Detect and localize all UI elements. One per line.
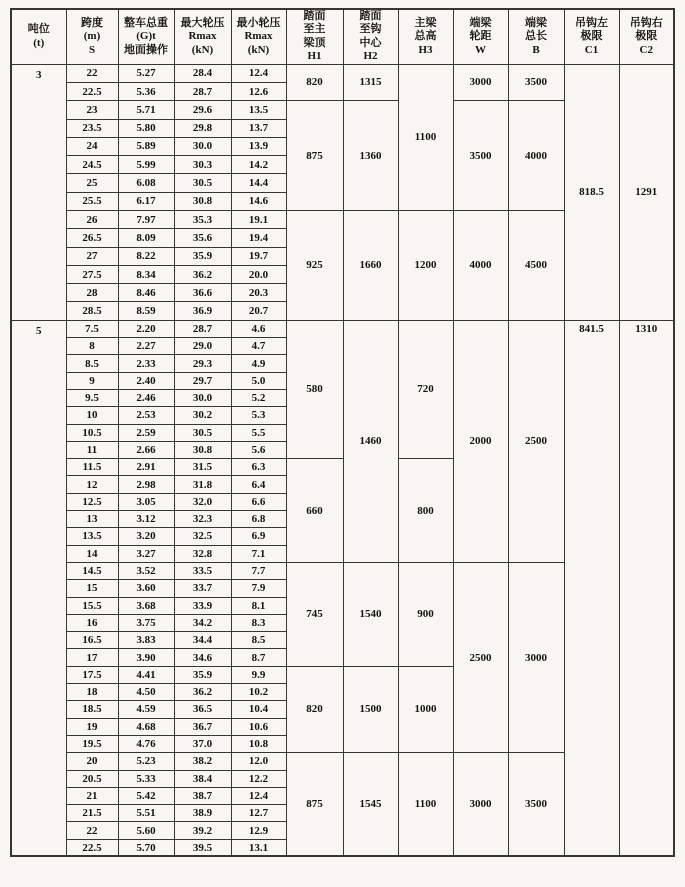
cell-weight: 2.27 [118, 338, 174, 355]
cell-w: 2000 [453, 320, 508, 562]
cell-span: 27 [66, 247, 118, 265]
cell-weight: 2.66 [118, 441, 174, 458]
header-line: (kN) [191, 43, 214, 56]
cell-weight: 6.08 [118, 174, 174, 192]
header-h3 [398, 9, 453, 64]
cell-rmax: 38.2 [174, 753, 231, 770]
spec-table [10, 8, 675, 857]
cell-rmax: 30.5 [174, 424, 231, 441]
cell-rmin: 20.7 [231, 302, 286, 320]
cell-rmax: 34.6 [174, 649, 231, 666]
cell-rmin: 12.0 [231, 753, 286, 770]
cell-b: 3500 [508, 64, 564, 101]
cell-weight: 3.27 [118, 545, 174, 562]
header-line: 总高 [414, 30, 437, 43]
cell-weight: 3.83 [118, 632, 174, 649]
header-line: H3 [418, 43, 433, 56]
header-c1 [564, 9, 619, 64]
cell-b: 3500 [508, 753, 564, 857]
header-row [11, 9, 674, 64]
spec-table-body [11, 64, 674, 856]
header-line: 极限 [635, 30, 658, 43]
cell-span: 19 [66, 718, 118, 735]
cell-weight: 8.59 [118, 302, 174, 320]
cell-b: 3000 [508, 562, 564, 752]
header-line: 踏面 [359, 10, 382, 22]
cell-h2: 1500 [343, 666, 398, 752]
cell-c2: 1310 [619, 320, 674, 856]
cell-b: 4000 [508, 101, 564, 211]
cell-rmax: 36.5 [174, 701, 231, 718]
cell-span: 24.5 [66, 156, 118, 174]
cell-weight: 5.60 [118, 822, 174, 839]
header-line: 端梁 [525, 16, 547, 29]
cell-weight: 5.80 [118, 119, 174, 137]
header-line: 吊钩左 [575, 16, 608, 29]
cell-rmin: 19.4 [231, 229, 286, 247]
cell-rmin: 8.1 [231, 597, 286, 614]
cell-span: 22 [66, 822, 118, 839]
cell-rmin: 10.4 [231, 701, 286, 718]
cell-weight: 4.68 [118, 718, 174, 735]
cell-span: 26.5 [66, 229, 118, 247]
cell-rmin: 20.0 [231, 265, 286, 283]
spec-table-head [11, 9, 674, 64]
cell-span: 20.5 [66, 770, 118, 787]
header-line: 总长 [525, 30, 547, 43]
header-line: 端梁 [469, 16, 492, 29]
cell-rmax: 29.6 [174, 101, 231, 119]
header-h2 [343, 9, 398, 64]
cell-weight: 5.71 [118, 101, 174, 119]
cell-weight: 2.53 [118, 407, 174, 424]
cell-c1: 818.5 [564, 64, 619, 320]
cell-rmax: 37.0 [174, 735, 231, 752]
cell-span: 15 [66, 580, 118, 597]
cell-h3: 1100 [398, 753, 453, 857]
header-line: (G)t [136, 30, 156, 43]
cell-rmax: 35.6 [174, 229, 231, 247]
cell-weight: 4.59 [118, 701, 174, 718]
cell-rmax: 29.8 [174, 119, 231, 137]
cell-rmax: 32.3 [174, 511, 231, 528]
cell-weight: 3.68 [118, 597, 174, 614]
cell-rmin: 8.3 [231, 614, 286, 631]
cell-weight: 8.22 [118, 247, 174, 265]
cell-rmin: 4.6 [231, 320, 286, 337]
header-line: B [532, 43, 540, 56]
header-line: W [475, 43, 486, 56]
cell-span: 9.5 [66, 389, 118, 406]
header-line: (t) [33, 36, 45, 49]
header-line: Rmax [188, 30, 217, 43]
cell-rmax: 30.8 [174, 441, 231, 458]
cell-rmin: 6.3 [231, 459, 286, 476]
cell-weight: 8.46 [118, 284, 174, 302]
cell-h3: 1000 [398, 666, 453, 752]
cell-c1: 841.5 [564, 320, 619, 856]
header-line: 跨度 [81, 16, 103, 29]
cell-w: 4000 [453, 211, 508, 321]
cell-rmax: 35.3 [174, 211, 231, 229]
cell-weight: 3.60 [118, 580, 174, 597]
cell-rmin: 14.6 [231, 192, 286, 210]
cell-rmax: 36.7 [174, 718, 231, 735]
cell-h1: 820 [286, 666, 343, 752]
header-line: (kN) [247, 43, 270, 56]
cell-rmin: 12.7 [231, 805, 286, 822]
cell-rmax: 35.9 [174, 666, 231, 683]
header-line: 中心 [359, 36, 382, 49]
header-total-weight [118, 9, 174, 64]
cell-rmax: 38.9 [174, 805, 231, 822]
cell-span: 13 [66, 511, 118, 528]
cell-rmax: 32.0 [174, 493, 231, 510]
header-line: 地面操作 [124, 43, 168, 56]
cell-span: 13.5 [66, 528, 118, 545]
cell-rmax: 39.5 [174, 839, 231, 856]
cell-weight: 2.59 [118, 424, 174, 441]
cell-rmin: 4.9 [231, 355, 286, 372]
cell-h2: 1545 [343, 753, 398, 857]
cell-span: 10 [66, 407, 118, 424]
cell-rmin: 12.4 [231, 787, 286, 804]
header-line: 踏面 [303, 10, 326, 22]
cell-rmax: 31.8 [174, 476, 231, 493]
cell-span: 25 [66, 174, 118, 192]
cell-weight: 5.27 [118, 64, 174, 82]
cell-span: 10.5 [66, 424, 118, 441]
cell-b: 4500 [508, 211, 564, 321]
cell-h3: 900 [398, 562, 453, 666]
cell-rmax: 29.0 [174, 338, 231, 355]
cell-rmin: 19.1 [231, 211, 286, 229]
cell-weight: 5.89 [118, 137, 174, 155]
cell-span: 23 [66, 101, 118, 119]
cell-rmin: 20.3 [231, 284, 286, 302]
cell-rmax: 36.9 [174, 302, 231, 320]
cell-span: 14 [66, 545, 118, 562]
cell-rmax: 38.4 [174, 770, 231, 787]
cell-rmax: 30.0 [174, 137, 231, 155]
cell-rmax: 31.5 [174, 459, 231, 476]
cell-rmin: 13.7 [231, 119, 286, 137]
cell-span: 16.5 [66, 632, 118, 649]
cell-rmin: 12.2 [231, 770, 286, 787]
cell-h2: 1360 [343, 101, 398, 211]
cell-weight: 6.17 [118, 192, 174, 210]
header-line: 吊钩右 [629, 16, 663, 29]
cell-weight: 2.33 [118, 355, 174, 372]
cell-rmax: 39.2 [174, 822, 231, 839]
cell-rmax: 34.2 [174, 614, 231, 631]
cell-h1: 660 [286, 459, 343, 563]
cell-rmin: 13.9 [231, 137, 286, 155]
cell-rmax: 30.3 [174, 156, 231, 174]
cell-rmin: 8.5 [231, 632, 286, 649]
cell-rmin: 5.0 [231, 372, 286, 389]
header-line: 梁顶 [303, 36, 326, 49]
header-max-wheel-load [174, 9, 231, 64]
cell-weight: 2.91 [118, 459, 174, 476]
cell-rmax: 36.2 [174, 265, 231, 283]
cell-span: 15.5 [66, 597, 118, 614]
cell-span: 16 [66, 614, 118, 631]
cell-span: 28.5 [66, 302, 118, 320]
cell-span: 18.5 [66, 701, 118, 718]
cell-rmax: 30.2 [174, 407, 231, 424]
header-line: 最大轮压 [180, 16, 225, 29]
cell-rmin: 6.9 [231, 528, 286, 545]
cell-rmin: 6.6 [231, 493, 286, 510]
cell-weight: 3.12 [118, 511, 174, 528]
cell-span: 19.5 [66, 735, 118, 752]
cell-h1: 875 [286, 753, 343, 857]
cell-weight: 5.51 [118, 805, 174, 822]
cell-rmax: 32.5 [174, 528, 231, 545]
cell-rmax: 33.9 [174, 597, 231, 614]
cell-rmin: 6.4 [231, 476, 286, 493]
cell-weight: 3.90 [118, 649, 174, 666]
cell-weight: 2.20 [118, 320, 174, 337]
cell-h1: 925 [286, 211, 343, 321]
cell-h2: 1315 [343, 64, 398, 101]
cell-rmin: 5.2 [231, 389, 286, 406]
cell-span: 25.5 [66, 192, 118, 210]
header-line: 主梁 [414, 16, 437, 29]
cell-h1: 580 [286, 320, 343, 458]
cell-rmin: 7.1 [231, 545, 286, 562]
header-line: 最小轮压 [236, 16, 281, 29]
cell-rmax: 38.7 [174, 787, 231, 804]
cell-span: 26 [66, 211, 118, 229]
header-line: C1 [584, 43, 599, 56]
cell-span: 11 [66, 441, 118, 458]
cell-span: 12 [66, 476, 118, 493]
cell-rmax: 36.2 [174, 684, 231, 701]
cell-weight: 4.50 [118, 684, 174, 701]
cell-h2: 1460 [343, 320, 398, 562]
cell-rmax: 34.4 [174, 632, 231, 649]
cell-weight: 5.70 [118, 839, 174, 856]
cell-rmax: 36.6 [174, 284, 231, 302]
header-h1 [286, 9, 343, 64]
cell-w: 3000 [453, 64, 508, 101]
cell-rmin: 7.9 [231, 580, 286, 597]
cell-weight: 3.52 [118, 562, 174, 579]
cell-rmax: 30.8 [174, 192, 231, 210]
header-c2 [619, 9, 674, 64]
header-line: H2 [363, 50, 378, 63]
cell-rmax: 29.7 [174, 372, 231, 389]
cell-w: 2500 [453, 562, 508, 752]
cell-rmin: 8.7 [231, 649, 286, 666]
cell-weight: 2.46 [118, 389, 174, 406]
cell-span: 18 [66, 684, 118, 701]
cell-weight: 2.40 [118, 372, 174, 389]
cell-span: 11.5 [66, 459, 118, 476]
cell-weight: 4.41 [118, 666, 174, 683]
cell-weight: 5.42 [118, 787, 174, 804]
cell-rmin: 10.6 [231, 718, 286, 735]
header-w [453, 9, 508, 64]
cell-rmax: 28.4 [174, 64, 231, 82]
cell-rmax: 32.8 [174, 545, 231, 562]
cell-span: 17 [66, 649, 118, 666]
cell-w: 3000 [453, 753, 508, 857]
tonnage-cell: 3 [11, 64, 66, 320]
header-min-wheel-load [231, 9, 286, 64]
header-line: 极限 [580, 30, 603, 43]
cell-weight: 3.05 [118, 493, 174, 510]
cell-weight: 3.20 [118, 528, 174, 545]
cell-span: 20 [66, 753, 118, 770]
cell-rmax: 33.5 [174, 562, 231, 579]
cell-span: 27.5 [66, 265, 118, 283]
cell-weight: 8.34 [118, 265, 174, 283]
cell-h2: 1540 [343, 562, 398, 666]
cell-weight: 5.99 [118, 156, 174, 174]
cell-weight: 5.36 [118, 82, 174, 100]
cell-span: 21.5 [66, 805, 118, 822]
cell-span: 24 [66, 137, 118, 155]
cell-span: 9 [66, 372, 118, 389]
table-row [11, 320, 674, 337]
cell-span: 12.5 [66, 493, 118, 510]
cell-span: 22.5 [66, 839, 118, 856]
cell-rmin: 14.4 [231, 174, 286, 192]
cell-rmin: 12.9 [231, 822, 286, 839]
cell-rmin: 9.9 [231, 666, 286, 683]
cell-weight: 5.23 [118, 753, 174, 770]
cell-rmin: 10.8 [231, 735, 286, 752]
cell-rmax: 30.5 [174, 174, 231, 192]
cell-rmax: 29.3 [174, 355, 231, 372]
cell-b: 2500 [508, 320, 564, 562]
cell-span: 22 [66, 64, 118, 82]
cell-h3: 1100 [398, 64, 453, 210]
cell-span: 28 [66, 284, 118, 302]
cell-h3: 1200 [398, 211, 453, 321]
tonnage-cell: 5 [11, 320, 66, 856]
cell-span: 7.5 [66, 320, 118, 337]
cell-span: 14.5 [66, 562, 118, 579]
cell-rmin: 4.7 [231, 338, 286, 355]
cell-span: 21 [66, 787, 118, 804]
cell-span: 8.5 [66, 355, 118, 372]
cell-span: 23.5 [66, 119, 118, 137]
cell-rmin: 12.4 [231, 64, 286, 82]
cell-h3: 720 [398, 320, 453, 458]
cell-span: 17.5 [66, 666, 118, 683]
cell-h2: 1660 [343, 211, 398, 321]
cell-rmin: 12.6 [231, 82, 286, 100]
header-line: C2 [639, 43, 653, 56]
cell-rmax: 35.9 [174, 247, 231, 265]
header-line: (m) [83, 30, 101, 43]
cell-rmax: 28.7 [174, 320, 231, 337]
cell-rmin: 13.1 [231, 839, 286, 856]
cell-rmin: 10.2 [231, 684, 286, 701]
cell-h1: 875 [286, 101, 343, 211]
header-line: 整车总重 [124, 16, 168, 29]
header-line: H1 [307, 50, 322, 63]
cell-rmax: 30.0 [174, 389, 231, 406]
cell-rmin: 5.6 [231, 441, 286, 458]
cell-span: 22.5 [66, 82, 118, 100]
cell-weight: 4.76 [118, 735, 174, 752]
header-line: 至钩 [359, 23, 382, 36]
header-line: Rmax [244, 30, 273, 43]
header-line: 吨位 [27, 23, 50, 36]
cell-weight: 2.98 [118, 476, 174, 493]
cell-rmin: 5.5 [231, 424, 286, 441]
cell-rmin: 19.7 [231, 247, 286, 265]
cell-span: 8 [66, 338, 118, 355]
header-line: 至主 [303, 23, 326, 36]
cell-rmin: 7.7 [231, 562, 286, 579]
header-line: 轮距 [469, 30, 492, 43]
cell-h1: 820 [286, 64, 343, 101]
header-b [508, 9, 564, 64]
cell-rmin: 13.5 [231, 101, 286, 119]
cell-weight: 5.33 [118, 770, 174, 787]
cell-rmin: 14.2 [231, 156, 286, 174]
header-tonnage [11, 9, 66, 64]
cell-rmax: 28.7 [174, 82, 231, 100]
cell-rmin: 6.8 [231, 511, 286, 528]
header-line: S [88, 43, 96, 56]
cell-rmax: 33.7 [174, 580, 231, 597]
cell-h1: 745 [286, 562, 343, 666]
header-span [66, 9, 118, 64]
cell-weight: 8.09 [118, 229, 174, 247]
cell-weight: 7.97 [118, 211, 174, 229]
cell-w: 3500 [453, 101, 508, 211]
cell-rmin: 5.3 [231, 407, 286, 424]
table-row [11, 64, 674, 82]
cell-weight: 3.75 [118, 614, 174, 631]
cell-c2: 1291 [619, 64, 674, 320]
cell-h3: 800 [398, 459, 453, 563]
